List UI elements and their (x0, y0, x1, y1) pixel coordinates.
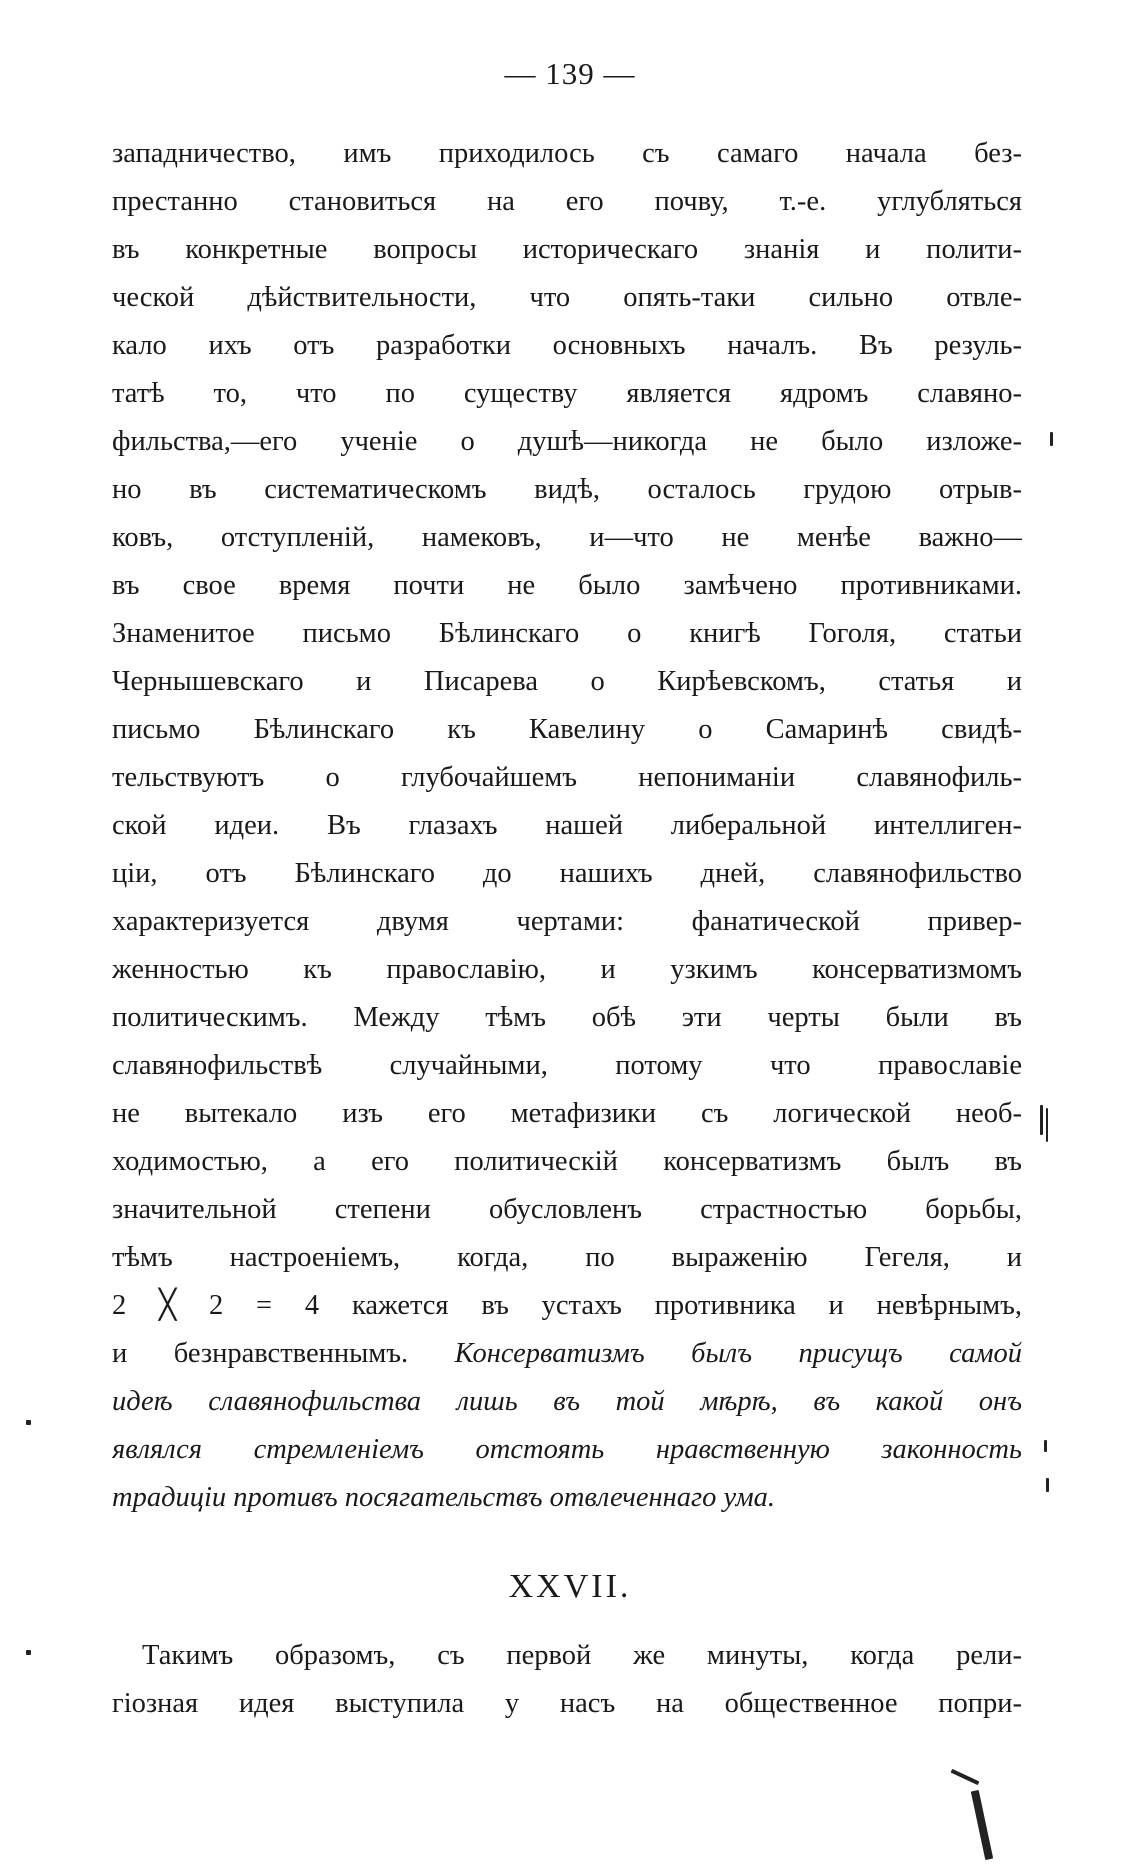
scan-mark (1046, 1108, 1048, 1142)
scan-mark (26, 1650, 31, 1655)
text-line: тѣмъ настроеніемъ, когда, по выраженію Гегеля, и (112, 1242, 1022, 1273)
text-line: западничество, имъ приходилось съ самаго начала без- (112, 138, 1022, 169)
italic-line: являлся стремленіемъ отстоять нравственную законность (112, 1434, 1022, 1465)
paragraph-1 (112, 130, 1022, 1522)
text-line: 2 ╳ 2 = 4 кажется въ устахъ противника и невѣрнымъ, (112, 1290, 1022, 1321)
italic-line: традиціи противъ посягательствъ отвлеченнаго ума. (112, 1482, 776, 1513)
text-line: татѣ то, что по существу является ядромъ славяно- (112, 378, 1022, 409)
scan-mark (1044, 1440, 1047, 1452)
text-line: ческой дѣйствительности, что опять-таки сильно отвле- (112, 282, 1022, 313)
text-line: гіозная идея выступила у насъ на общественное попри- (112, 1688, 1022, 1719)
text-line: но въ систематическомъ видѣ, осталось грудою отрыв- (112, 474, 1022, 505)
page-number: — 139 — (504, 56, 636, 91)
scan-mark (951, 1769, 980, 1785)
text-line: не вытекало изъ его метафизики съ логической необ- (112, 1098, 1022, 1129)
section-heading: XXVII. (508, 1568, 632, 1605)
scan-mark (1046, 1478, 1049, 1492)
text-line: Такимъ образомъ, съ первой же минуты, когда рели- (142, 1640, 1022, 1671)
italic-line: идеѣ славянофильства лишь въ той мѣрѣ, въ какой онъ (112, 1386, 1022, 1417)
text-line: кало ихъ отъ разработки основныхъ началъ. Въ резуль- (112, 330, 1022, 361)
text-line: престанно становиться на его почву, т.-е. углубляться (112, 186, 1022, 217)
plain-text: и безнравственнымъ. (112, 1338, 409, 1369)
text-line: ціи, отъ Бѣлинскаго до нашихъ дней, славянофильство (112, 858, 1022, 889)
text-line: ской идеи. Въ глазахъ нашей либеральной интеллиген- (112, 810, 1022, 841)
text-line-mixed (112, 1330, 1022, 1378)
text-line: въ свое время почти не было замѣчено противниками. (112, 570, 1022, 601)
text-line: фильства,—его ученіе о душѣ—никогда не было изложе- (112, 426, 1022, 457)
italic-text: Консерватизмъ былъ присущъ самой (454, 1338, 1022, 1369)
text-line: ходимостью, а его политическій консерватизмъ былъ въ (112, 1146, 1022, 1177)
text-line: тельствуютъ о глубочайшемъ непониманіи славянофиль- (112, 762, 1022, 793)
text-line: письмо Бѣлинскаго къ Кавелину о Самаринѣ свидѣ- (112, 714, 1022, 745)
text-line: Чернышевскаго и Писарева о Кирѣевскомъ, статья и (112, 666, 1022, 697)
text-line: ковъ, отступленій, намековъ, и—что не менѣе важно— (112, 522, 1022, 553)
text-line: Знаменитое письмо Бѣлинскаго о книгѣ Гоголя, статьи (112, 618, 1022, 649)
text-line: значительной степени обусловленъ страстностью борьбы, (112, 1194, 1022, 1225)
scan-mark (1050, 432, 1053, 446)
scan-mark (971, 1790, 993, 1860)
text-line: женностью къ православію, и узкимъ консерватизмомъ (112, 954, 1022, 985)
text-line: политическимъ. Между тѣмъ обѣ эти черты были въ (112, 1002, 1022, 1033)
scan-mark (26, 1420, 31, 1425)
scan-mark (1040, 1105, 1043, 1135)
text-line: въ конкретные вопросы историческаго знанія и полити- (112, 234, 1022, 265)
text-line: славянофильствѣ случайными, потому что православіе (112, 1050, 1022, 1081)
paragraph-2 (112, 1632, 1022, 1728)
text-line: характеризуется двумя чертами: фанатической привер- (112, 906, 1022, 937)
